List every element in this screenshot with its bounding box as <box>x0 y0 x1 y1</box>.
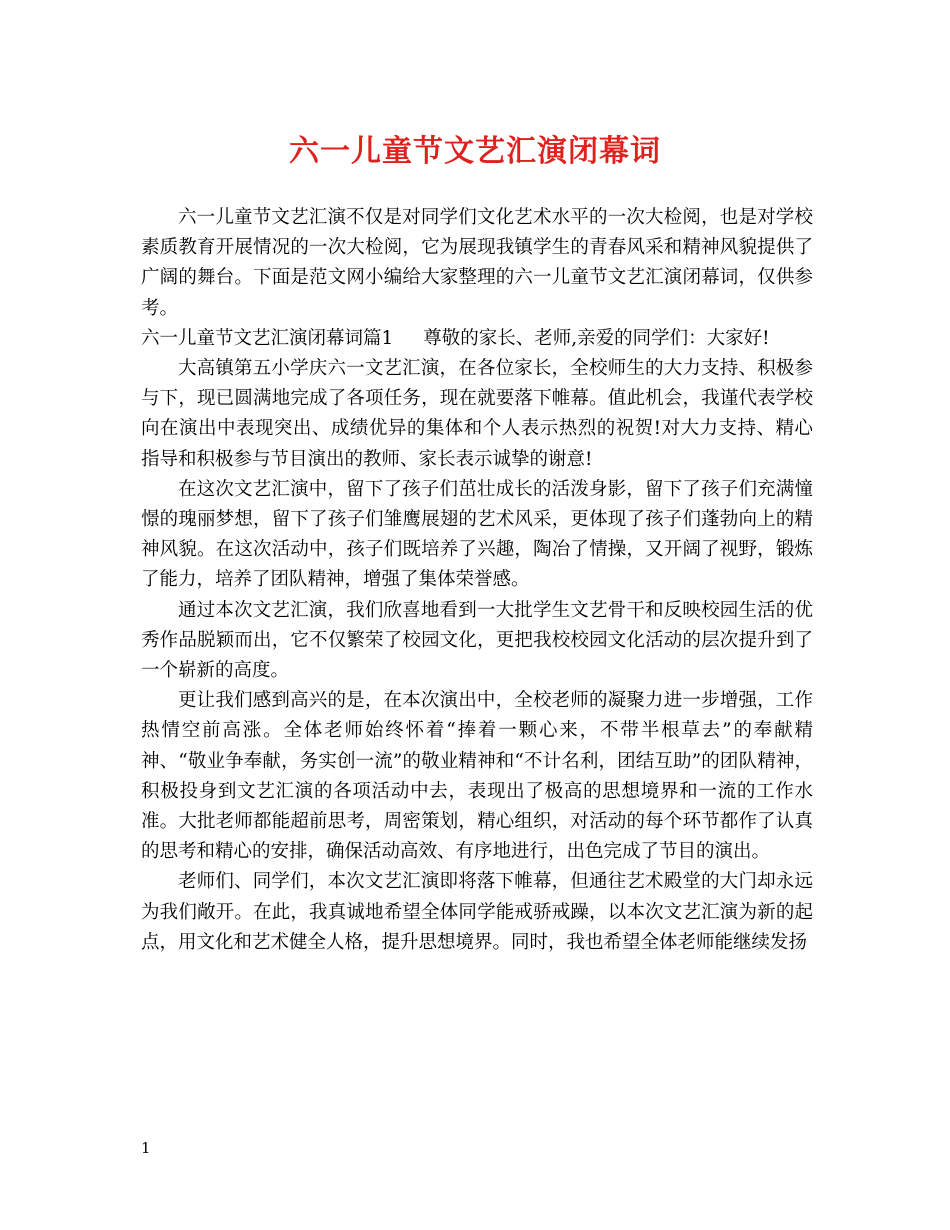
document-body <box>141 203 813 958</box>
salutation: 尊敬的家长、老师,亲爱的同学们：大家好! <box>423 327 770 349</box>
body-paragraph-4: 更让我们感到高兴的是，在本次演出中，全校老师的凝聚力进一步增强，工作热情空前高涨。全体老师始终怀着“捧着一颗心来，不带半根草去”的奉献精神、“敬业争奉献，务实创一流”的敬业精神和“不计名利，团结互助”的团队精神，积极投身到文艺汇演的各项活动中去，表现出了极高的思想境界和一流的工作水准。大批老师都能超前思考，周密策划，精心组织，对活动的每个环节都作了认真的思考和精心的安排，确保活动高效、有序地进行，出色完成了节目的演出。 <box>141 690 813 863</box>
page-number: 1 <box>141 1139 151 1157</box>
body-paragraph-2: 在这次文艺汇演中，留下了孩子们茁壮成长的活泼身影，留下了孩子们充满憧憬的瑰丽梦想，留下了孩子们雏鹰展翅的艺术风采，更体现了孩子们蓬勃向上的精神风貌。在这次活动中，孩子们既培养了兴趣，陶冶了情操，又开阔了视野，锻炼了能力，培养了团队精神，增强了集体荣誉感。 <box>141 478 813 591</box>
body-paragraph-3: 通过本次文艺汇演，我们欣喜地看到一大批学生文艺骨干和反映校园生活的优秀作品脱颖而出，它不仅繁荣了校园文化，更把我校校园文化活动的层次提升到了一个崭新的高度。 <box>141 599 813 682</box>
section-heading-line <box>141 324 813 354</box>
page-title: 六一儿童节文艺汇演闭幕词 <box>289 134 661 169</box>
body-paragraph-1: 大高镇第五小学庆六一文艺汇演，在各位家长，全校师生的大力支持、积极参与下，现已圆满地完成了各项任务，现在就要落下帷幕。值此机会，我谨代表学校向在演出中表现突出、成绩优异的集体和个人表示热烈的祝贺!对大力支持、精心指导和积极参与节目演出的教师、家长表示诚挚的谢意! <box>141 358 814 470</box>
section-heading: 六一儿童节文艺汇演闭幕词篇1 <box>141 327 394 349</box>
body-paragraph-5: 老师们、同学们，本次文艺汇演即将落下帷幕，但通往艺术殿堂的大门却永远为我们敞开。在此，我真诚地希望全体同学能戒骄戒躁，以本次文艺汇演为新的起点，用文化和艺术健全人格，提升思想境界。同时，我也希望全体老师能继续发扬 <box>141 871 813 953</box>
intro-paragraph: 六一儿童节文艺汇演不仅是对同学们文化艺术水平的一次大检阅，也是对学校素质教育开展情况的一次大检阅，它为展现我镇学生的青春风采和精神风貌提供了广阔的舞台。下面是范文网小编给大家整理的六一儿童节文艺汇演闭幕词，仅供参考。 <box>141 207 813 319</box>
